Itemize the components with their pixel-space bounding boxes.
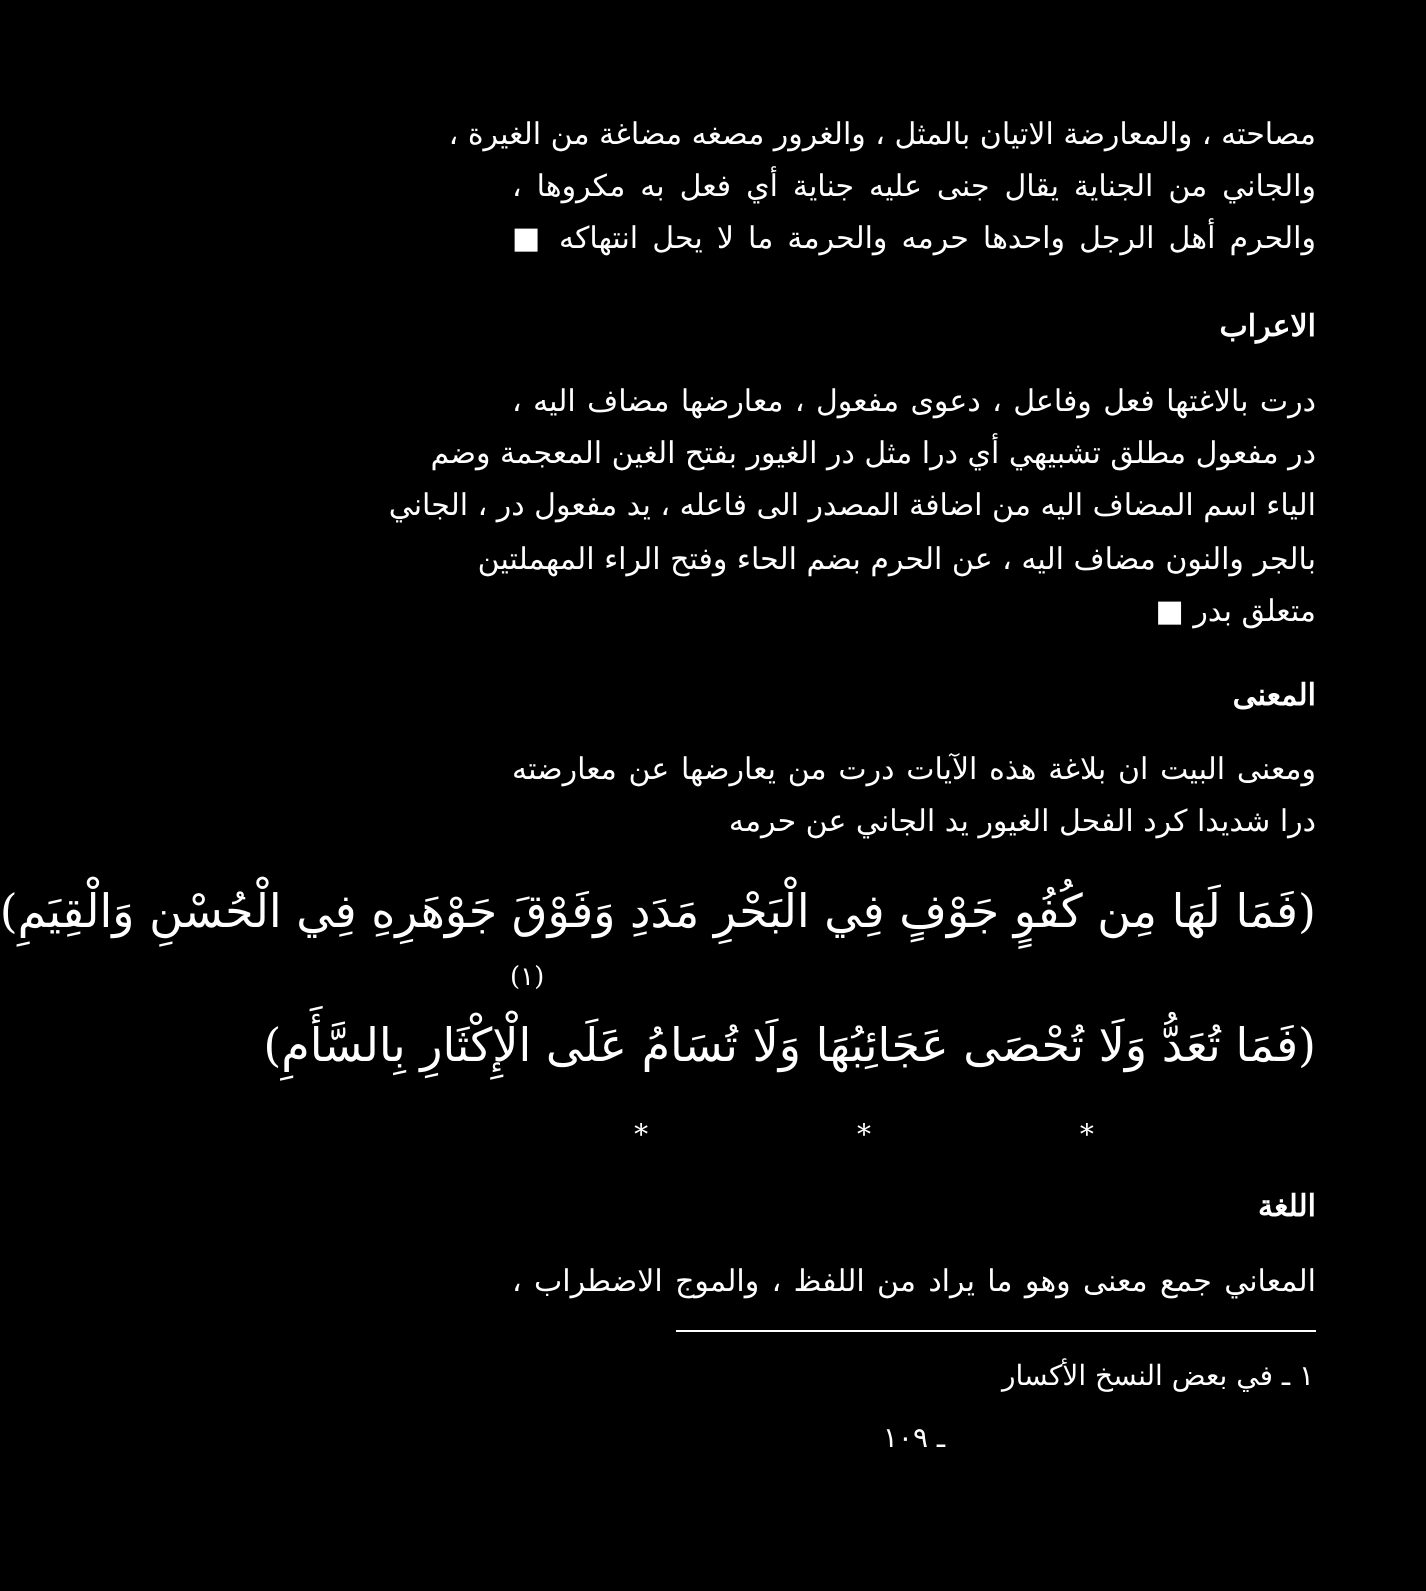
footnote-divider xyxy=(676,1330,1316,1332)
paragraph2-line1: درت بالاغتها فعل وفاعل ، دعوى مفعول ، معارضها مضاف اليه ، xyxy=(512,384,1316,419)
paragraph4-line1: المعاني جمع معنى وهو ما يراد من اللفظ ، والموج الاضطراب ، xyxy=(512,1264,1316,1299)
paragraph1-line2: والجاني من الجناية يقال جنى عليه جناية أي فعل به مكروها ، xyxy=(512,169,1316,204)
paragraph1-line3: والحرم أهل الرجل واحدها حرمه والحرمة ما لا يحل انتهاكه ■ xyxy=(512,221,1316,256)
section-heading-iraab: الاعراب xyxy=(1219,309,1316,344)
paragraph2-line2: در مفعول مطلق تشبيهي أي درا مثل در الغيور بفتح الغين المعجمة وضم xyxy=(430,436,1316,471)
paragraph3-line1: ومعنى البيت ان بلاغة هذه الآيات درت من يعارضها عن معارضته xyxy=(512,752,1316,787)
paragraph2-line4: بالجر والنون مضاف اليه ، عن الحرم بضم الحاء وفتح الراء المهملتين xyxy=(477,542,1316,577)
paragraph2-line5: متعلق بدر ■ xyxy=(1155,594,1316,629)
paragraph3-line2: درا شديدا كرد الفحل الغيور يد الجاني عن حرمه xyxy=(728,804,1316,839)
paragraph1-line1: مصاحته ، والمعارضة الاتيان بالمثل ، والغرور مصغه مضاغة من الغيرة ، xyxy=(448,117,1316,152)
section-heading-maana: المعنى xyxy=(1232,678,1316,713)
paragraph2-line3: الياء اسم المضاف اليه من اضافة المصدر الى فاعله ، يد مفعول در ، الجاني xyxy=(388,488,1316,523)
poem-verse-2: (فَمَا تُعَدُّ وَلَا تُحْصَى عَجَائِبُهَا وَلَا تُسَامُ عَلَى الْإِكْثَارِ بِالسَّأَمِ) xyxy=(263,1018,1316,1072)
section-separator-stars: * * * xyxy=(634,1118,1194,1151)
poem-verse-1: (فَمَا لَهَا مِن كُفُوٍ جَوْفٍ فِي الْبَحْرِ مَدَدِ وَفَوْقَ جَوْهَرِهِ فِي الْحُسْنِ وَالْقِيَمِ) xyxy=(0,884,1316,938)
footnote-text: ١ ـ في بعض النسخ الأكسار xyxy=(1002,1359,1314,1392)
section-heading-lugha: اللغة xyxy=(1258,1189,1316,1224)
page-number: ـ ١٠٩ xyxy=(882,1421,946,1454)
verse1-footnote-marker: (١) xyxy=(510,962,545,992)
